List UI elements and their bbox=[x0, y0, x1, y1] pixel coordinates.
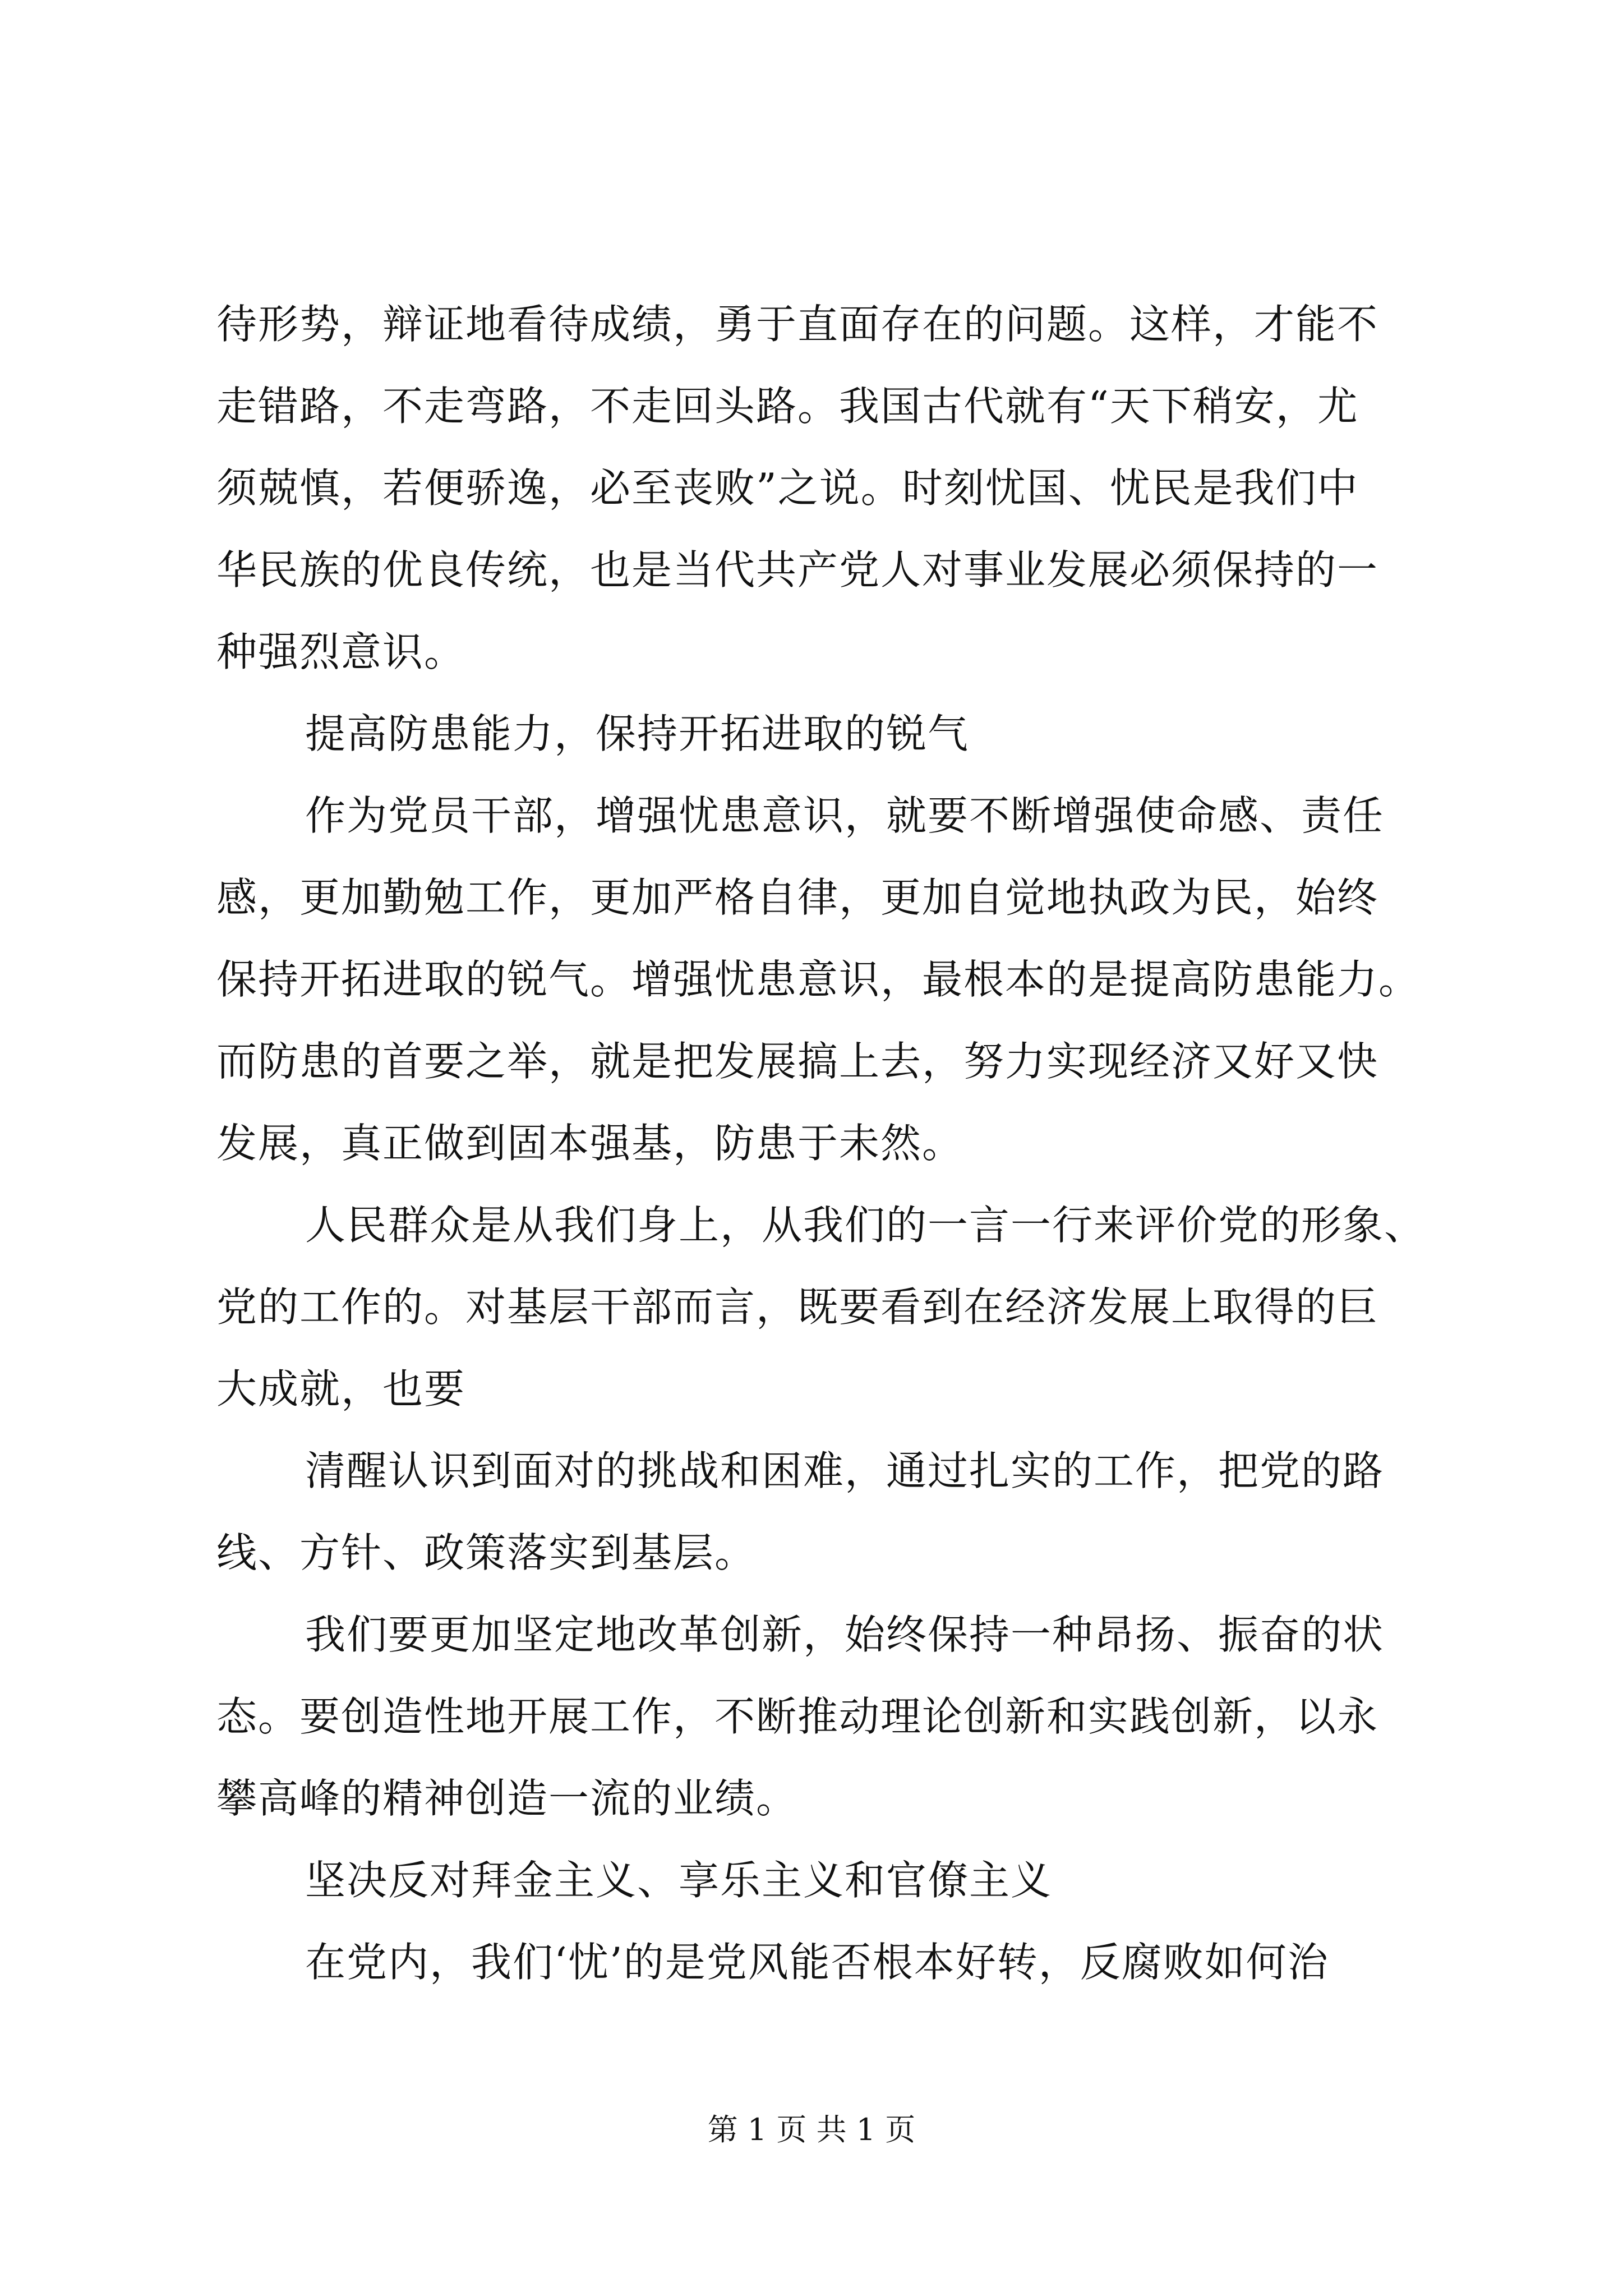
text-line: 我们要更加坚定地改革创新，始终保持一种昂扬、振奋的状 bbox=[305, 1611, 1385, 1658]
text-line: 大成就，也要 bbox=[216, 1365, 466, 1412]
text-line: 党的工作的。对基层干部而言，既要看到在经济发展上取得的巨 bbox=[216, 1283, 1379, 1331]
text-line: 走错路，不走弯路，不走回头路。我国古代就有“天下稍安，尤 bbox=[216, 383, 1359, 430]
text-line: 发展，真正做到固本强基，防患于未然。 bbox=[216, 1120, 964, 1167]
page-footer: 第 1 页 共 1 页 bbox=[707, 2112, 916, 2147]
text-line: 清醒认识到面对的挑战和困难，通过扎实的工作，把党的路 bbox=[305, 1447, 1385, 1494]
text-line: 而防患的首要之举，就是把发展搞上去，努力实现经济又好又快 bbox=[216, 1038, 1379, 1085]
text-line: 保持开拓进取的锐气。增强忧患意识，最根本的是提高防患能力。 bbox=[216, 956, 1421, 1003]
text-line: 攀高峰的精神创造一流的业绩。 bbox=[216, 1775, 798, 1822]
text-line: 线、方针、政策落实到基层。 bbox=[216, 1529, 757, 1576]
text-line: 待形势，辩证地看待成绩，勇于直面存在的问题。这样，才能不 bbox=[216, 301, 1379, 348]
text-line: 态。要创造性地开展工作，不断推动理论创新和实践创新，以永 bbox=[216, 1693, 1379, 1740]
text-line: 人民群众是从我们身上，从我们的一言一行来评价党的形象、 bbox=[305, 1202, 1426, 1249]
text-line: 种强烈意识。 bbox=[216, 628, 466, 675]
section-heading: 坚决反对拜金主义、享乐主义和官僚主义 bbox=[305, 1857, 1053, 1904]
text-line: 在党内，我们‘忧’的是党风能否根本好转，反腐败如何治 bbox=[305, 1939, 1329, 1986]
text-line: 作为党员干部，增强忧患意识，就要不断增强使命感、责任 bbox=[305, 792, 1385, 839]
text-line: 华民族的优良传统，也是当代共产党人对事业发展必须保持的一 bbox=[216, 546, 1379, 593]
section-heading: 提高防患能力，保持开拓进取的锐气 bbox=[305, 710, 970, 757]
document-body bbox=[216, 283, 1430, 2003]
text-line: 须兢慎，若便骄逸，必至丧败”之说。时刻忧国、忧民是我们中 bbox=[216, 464, 1359, 512]
text-line: 感，更加勤勉工作，更加严格自律，更加自觉地执政为民，始终 bbox=[216, 874, 1379, 921]
